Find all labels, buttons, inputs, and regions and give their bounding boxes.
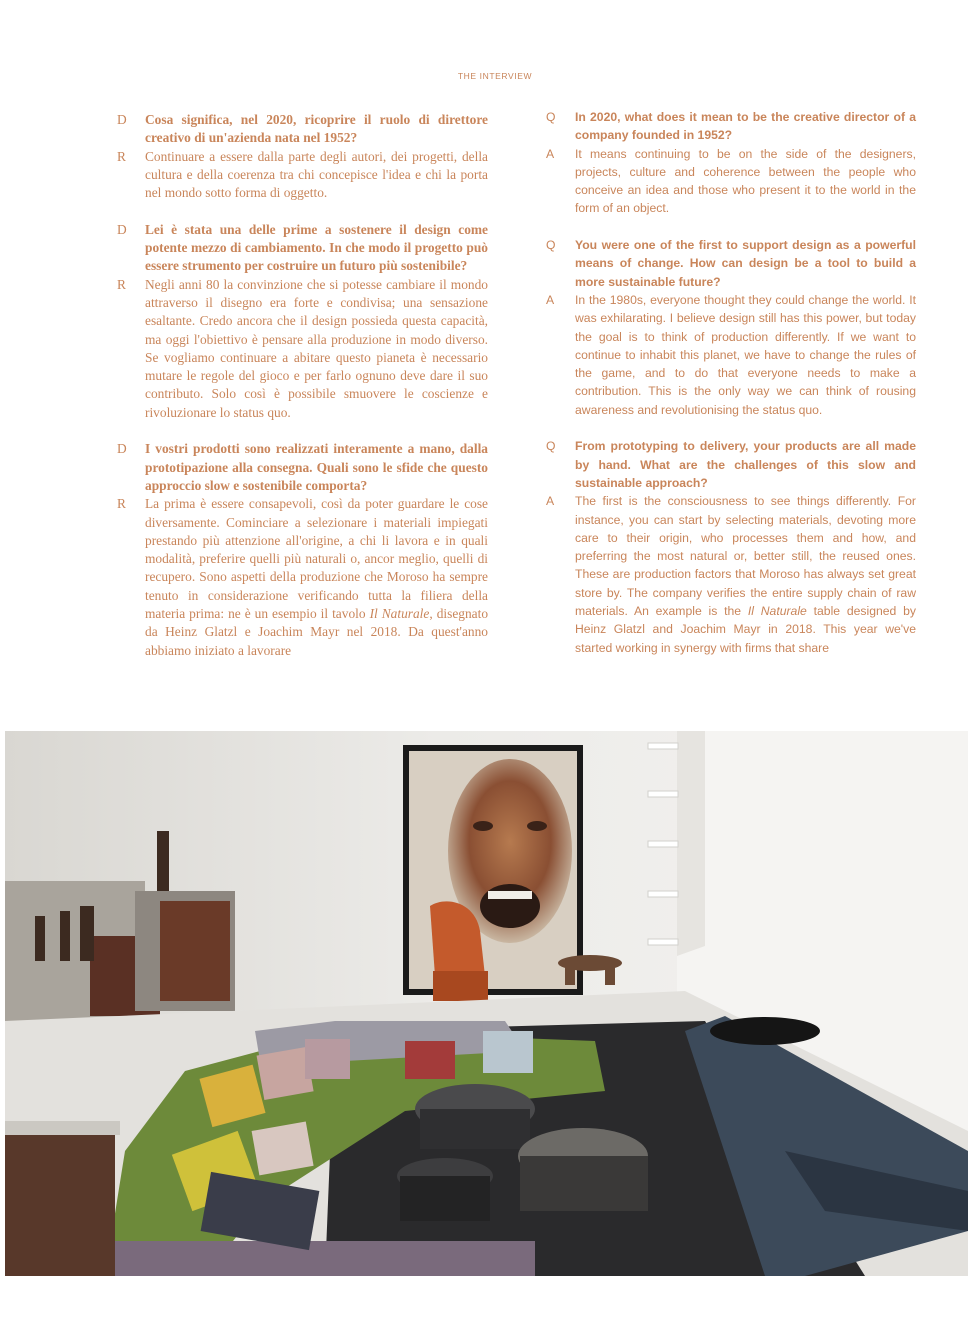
answer-text [575, 492, 916, 657]
english-column [546, 108, 916, 675]
answer-text-part: , disegnato da Heinz Glatzl e Joachim Mayr nel 2018. Da quest'anno abbiamo iniziato a lavorare [145, 606, 489, 658]
answer-text: It means continuing to be on the side of the designers, projects, culture and coherence between the people who conceive an idea and those who present it to the world in the form of an object. [575, 146, 916, 216]
question-label: D [117, 112, 127, 127]
interview-block-2 [117, 221, 488, 422]
interview-block-1 [117, 111, 488, 202]
answer-label: R [117, 496, 126, 512]
interview-block-3 [117, 440, 488, 660]
question-text: Lei è stata una delle prime a sostenere il design come potente mezzo di cambiamento. In che modo il progetto può essere strumento per costruire un futuro più sostenibile? [145, 221, 488, 274]
question-label: Q [546, 110, 556, 124]
product-name: Il Naturale [369, 606, 430, 622]
question-text: From prototyping to delivery, your products are all made by hand. What are the challenges of this slow and sustainable approach? [575, 439, 916, 490]
interior-photo [5, 731, 968, 1276]
question-label: D [117, 221, 127, 237]
question-label: Q [546, 439, 556, 454]
answer-text-part: La prima è essere consapevoli, così da poter guardare le cose diversamente. Cominciare a selezionare i materiali impiegati prestando più attenzione all'origine, a chi li lavora e in quali modalità, preferire quelli più naturali o, ancor meglio, quelli di recupero. Sono aspetti della produzione che Moroso ha sempre tenuto in considerazione verificando tutta la filiera della materia prima: ne è un esempio il tavolo [145, 496, 488, 622]
question-text: I vostri prodotti sono realizzati interamente a mano, dalla prototipazione alla consegna. Quali sono le sfide che questo approccio slow e sostenibile comporta? [145, 441, 488, 493]
question-label: Q [546, 238, 556, 253]
question-text: Cosa significa, nel 2020, ricoprire il ruolo di direttore creativo di un'azienda nata nel 1952? [145, 112, 488, 146]
interview-block-1 [546, 108, 916, 218]
answer-text: Continuare a essere dalla parte degli autori, dei progetti, della cultura e della coerenza tra chi concepisce l'idea e chi la porta nel mondo sotto forma di oggetto. [145, 148, 488, 201]
answer-text-part: table designed by Heinz Glatzl and Joachim Mayr in 2018. This year we've started working in synergy with firms that share [575, 604, 916, 655]
answer-label: A [546, 292, 555, 307]
portrait-artwork [403, 745, 583, 995]
answer-text-part: The first is the consciousness to see things differently. For instance, you can start by selecting materials, devoting more care to their origin, who processes them and how, and preferring the most natural or, better still, the reused ones. These are production factors that Moroso has always set great store by. The company verifies the entire supply chain of raw materials. An example is the [575, 494, 916, 619]
product-name: Il Naturale [747, 604, 807, 619]
interview-block-3 [546, 437, 916, 657]
answer-label: A [546, 494, 555, 509]
answer-text: Negli anni 80 la convinzione che si potesse cambiare il mondo attraverso il disegno era forte e condivisa; una sensazione esaltante. Credo ancora che il design possieda questa capacità, ma oggi l'obiettivo è pensare alla produzione in modo diverso. Se vogliamo continuare a abitare questo pianeta è necessario mutare le regole del gioco e per farlo ognuno deve dare il suo contributo. Solo così è possibile smuovere le coscienze e rivoluzionare lo status quo. [145, 276, 488, 420]
answer-label: A [546, 146, 555, 161]
interview-block-2 [546, 236, 916, 419]
section-header: THE INTERVIEW [457, 71, 533, 81]
question-label: D [117, 441, 127, 457]
question-text: You were one of the first to support design as a powerful means of change. How can design be a tool to build a more sustainable future? [575, 238, 916, 289]
answer-label: R [117, 276, 126, 292]
question-text: In 2020, what does it mean to be the creative director of a company founded in 1952? [575, 110, 916, 143]
answer-text [145, 495, 488, 660]
italian-column [117, 111, 488, 678]
answer-label: R [117, 148, 126, 164]
answer-text: In the 1980s, everyone thought they could change the world. It was exhilarating. I believe design still has this power, but today the goal is to think of production differently. If we want to continue to inhabit this planet, we have to change the rules of the game, and to do that everyone needs to make a contribution. This is the only way we can think of rousing awareness and revolutionising the status quo. [575, 292, 916, 417]
